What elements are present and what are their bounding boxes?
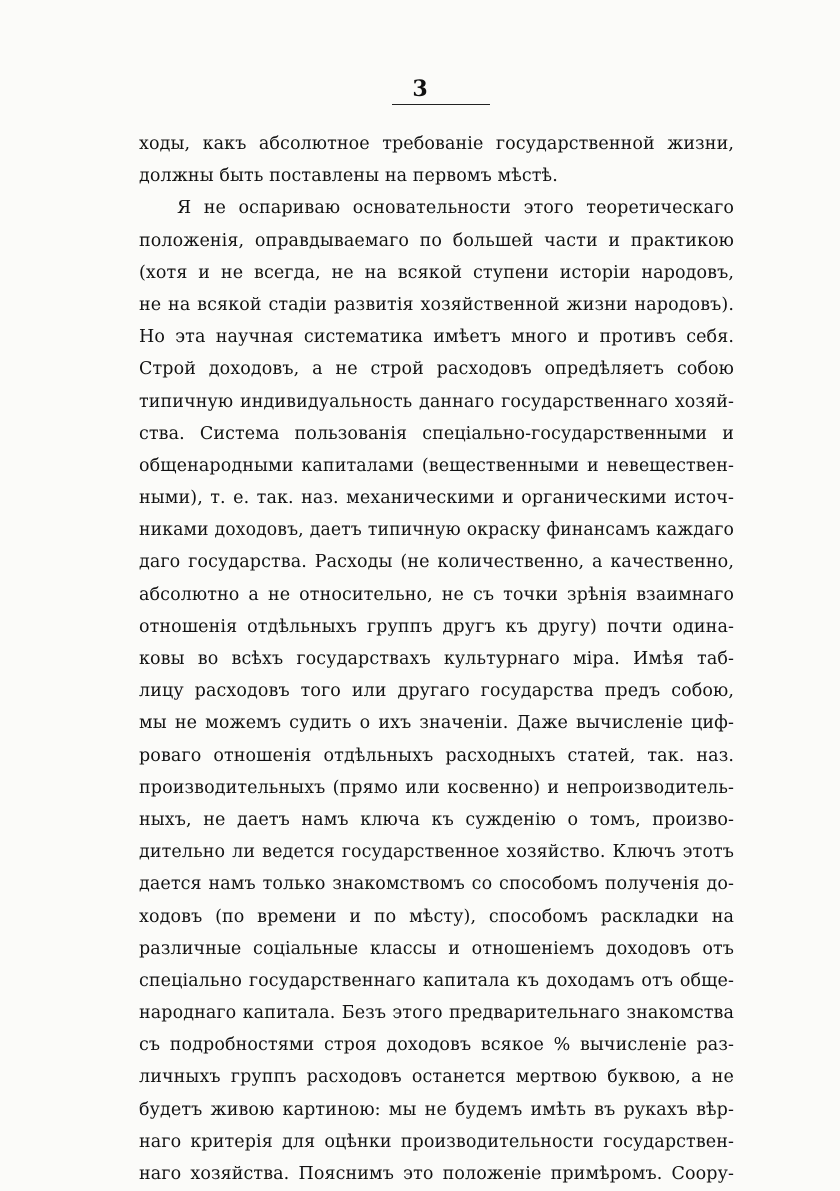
text-line: съ подробностями строя доходовъ всякое % вычисленіе раз-: [139, 1035, 734, 1056]
text-line: различные соціальные классы и отношеніемъ доходовъ отъ: [139, 938, 734, 959]
body-text: [139, 128, 734, 1190]
text-line: будетъ живою картиною: мы не будемъ имѣть въ рукахъ вѣр-: [139, 1099, 734, 1120]
text-line: Но эта научная систематика имѣетъ много и противъ себя.: [139, 327, 734, 348]
text-line: ходы, какъ абсолютное требованіе государственной жизни,: [139, 134, 734, 154]
header-rule: [392, 104, 490, 105]
text-line: ходовъ (по времени и по мѣсту), способомъ раскладки на: [139, 906, 734, 927]
text-line: никами доходовъ, даетъ типичную окраску финансамъ каждаго: [139, 520, 734, 541]
text-line: положенія, оправдываемаго по большей части и практикою: [139, 230, 734, 251]
text-line: ковы во всѣхъ государствахъ культурнаго міра. Имѣя таб-: [139, 649, 734, 669]
text-line: наго критерія для оцѣнки производительности государствен-: [139, 1131, 734, 1152]
text-line: дительно ли ведется государственное хозяйство. Ключъ этотъ: [139, 842, 734, 863]
page-number: 3: [412, 76, 428, 102]
text-line: Строй доходовъ, а не строй расходовъ опредѣляетъ собою: [139, 359, 734, 380]
text-line: мы не можемъ судить о ихъ значеніи. Даже вычисленіе циф-: [139, 713, 734, 734]
text-line: отношенія отдѣльныхъ группъ другъ къ другу) почти одина-: [139, 616, 734, 637]
text-line: народнаго капитала. Безъ этого предварительнаго знакомства: [139, 1003, 734, 1024]
text-line: ства. Система пользованія спеціально-государственными и: [139, 423, 734, 444]
text-line: абсолютно а не относительно, не съ точки зрѣнія взаимнаго: [139, 584, 734, 605]
text-line: наго хозяйства. Пояснимъ это положеніе примѣромъ. Соору-: [139, 1164, 734, 1184]
text-line: производительныхъ (прямо или косвенно) и непроизводитель-: [139, 777, 734, 798]
text-line: Я не оспариваю основательности этого теоретическаго: [177, 198, 734, 219]
text-line: ныхъ, не даетъ намъ ключа къ сужденію о томъ, произво-: [139, 809, 734, 830]
text-line: личныхъ группъ расходовъ останется мертвою буквою, а не: [139, 1067, 734, 1088]
text-line: спеціально государственнаго капитала къ доходамъ отъ обще-: [139, 970, 734, 991]
text-line: даго государства. Расходы (не количественно, а качественно,: [139, 552, 734, 573]
text-line: ными), т. е. так. наз. механическими и органическими источ-: [139, 488, 734, 509]
text-line: дается намъ только знакомствомъ со способомъ полученія до-: [139, 874, 734, 895]
text-line: роваго отношенія отдѣльныхъ расходныхъ статей, так. наз.: [139, 745, 734, 766]
text-line: должны быть поставлены на первомъ мѣстѣ.: [139, 166, 558, 187]
text-line: типичную индивидуальность даннаго государственнаго хозяй-: [139, 391, 734, 412]
text-line: (хотя и не всегда, не на всякой ступени исторіи народовъ,: [139, 262, 734, 283]
text-line: общенародными капиталами (вещественными и невеществен-: [139, 455, 734, 476]
text-line: не на всякой стадіи развитія хозяйственной жизни народовъ).: [139, 294, 734, 315]
text-line: лицу расходовъ того или другаго государства предъ собою,: [139, 681, 734, 702]
